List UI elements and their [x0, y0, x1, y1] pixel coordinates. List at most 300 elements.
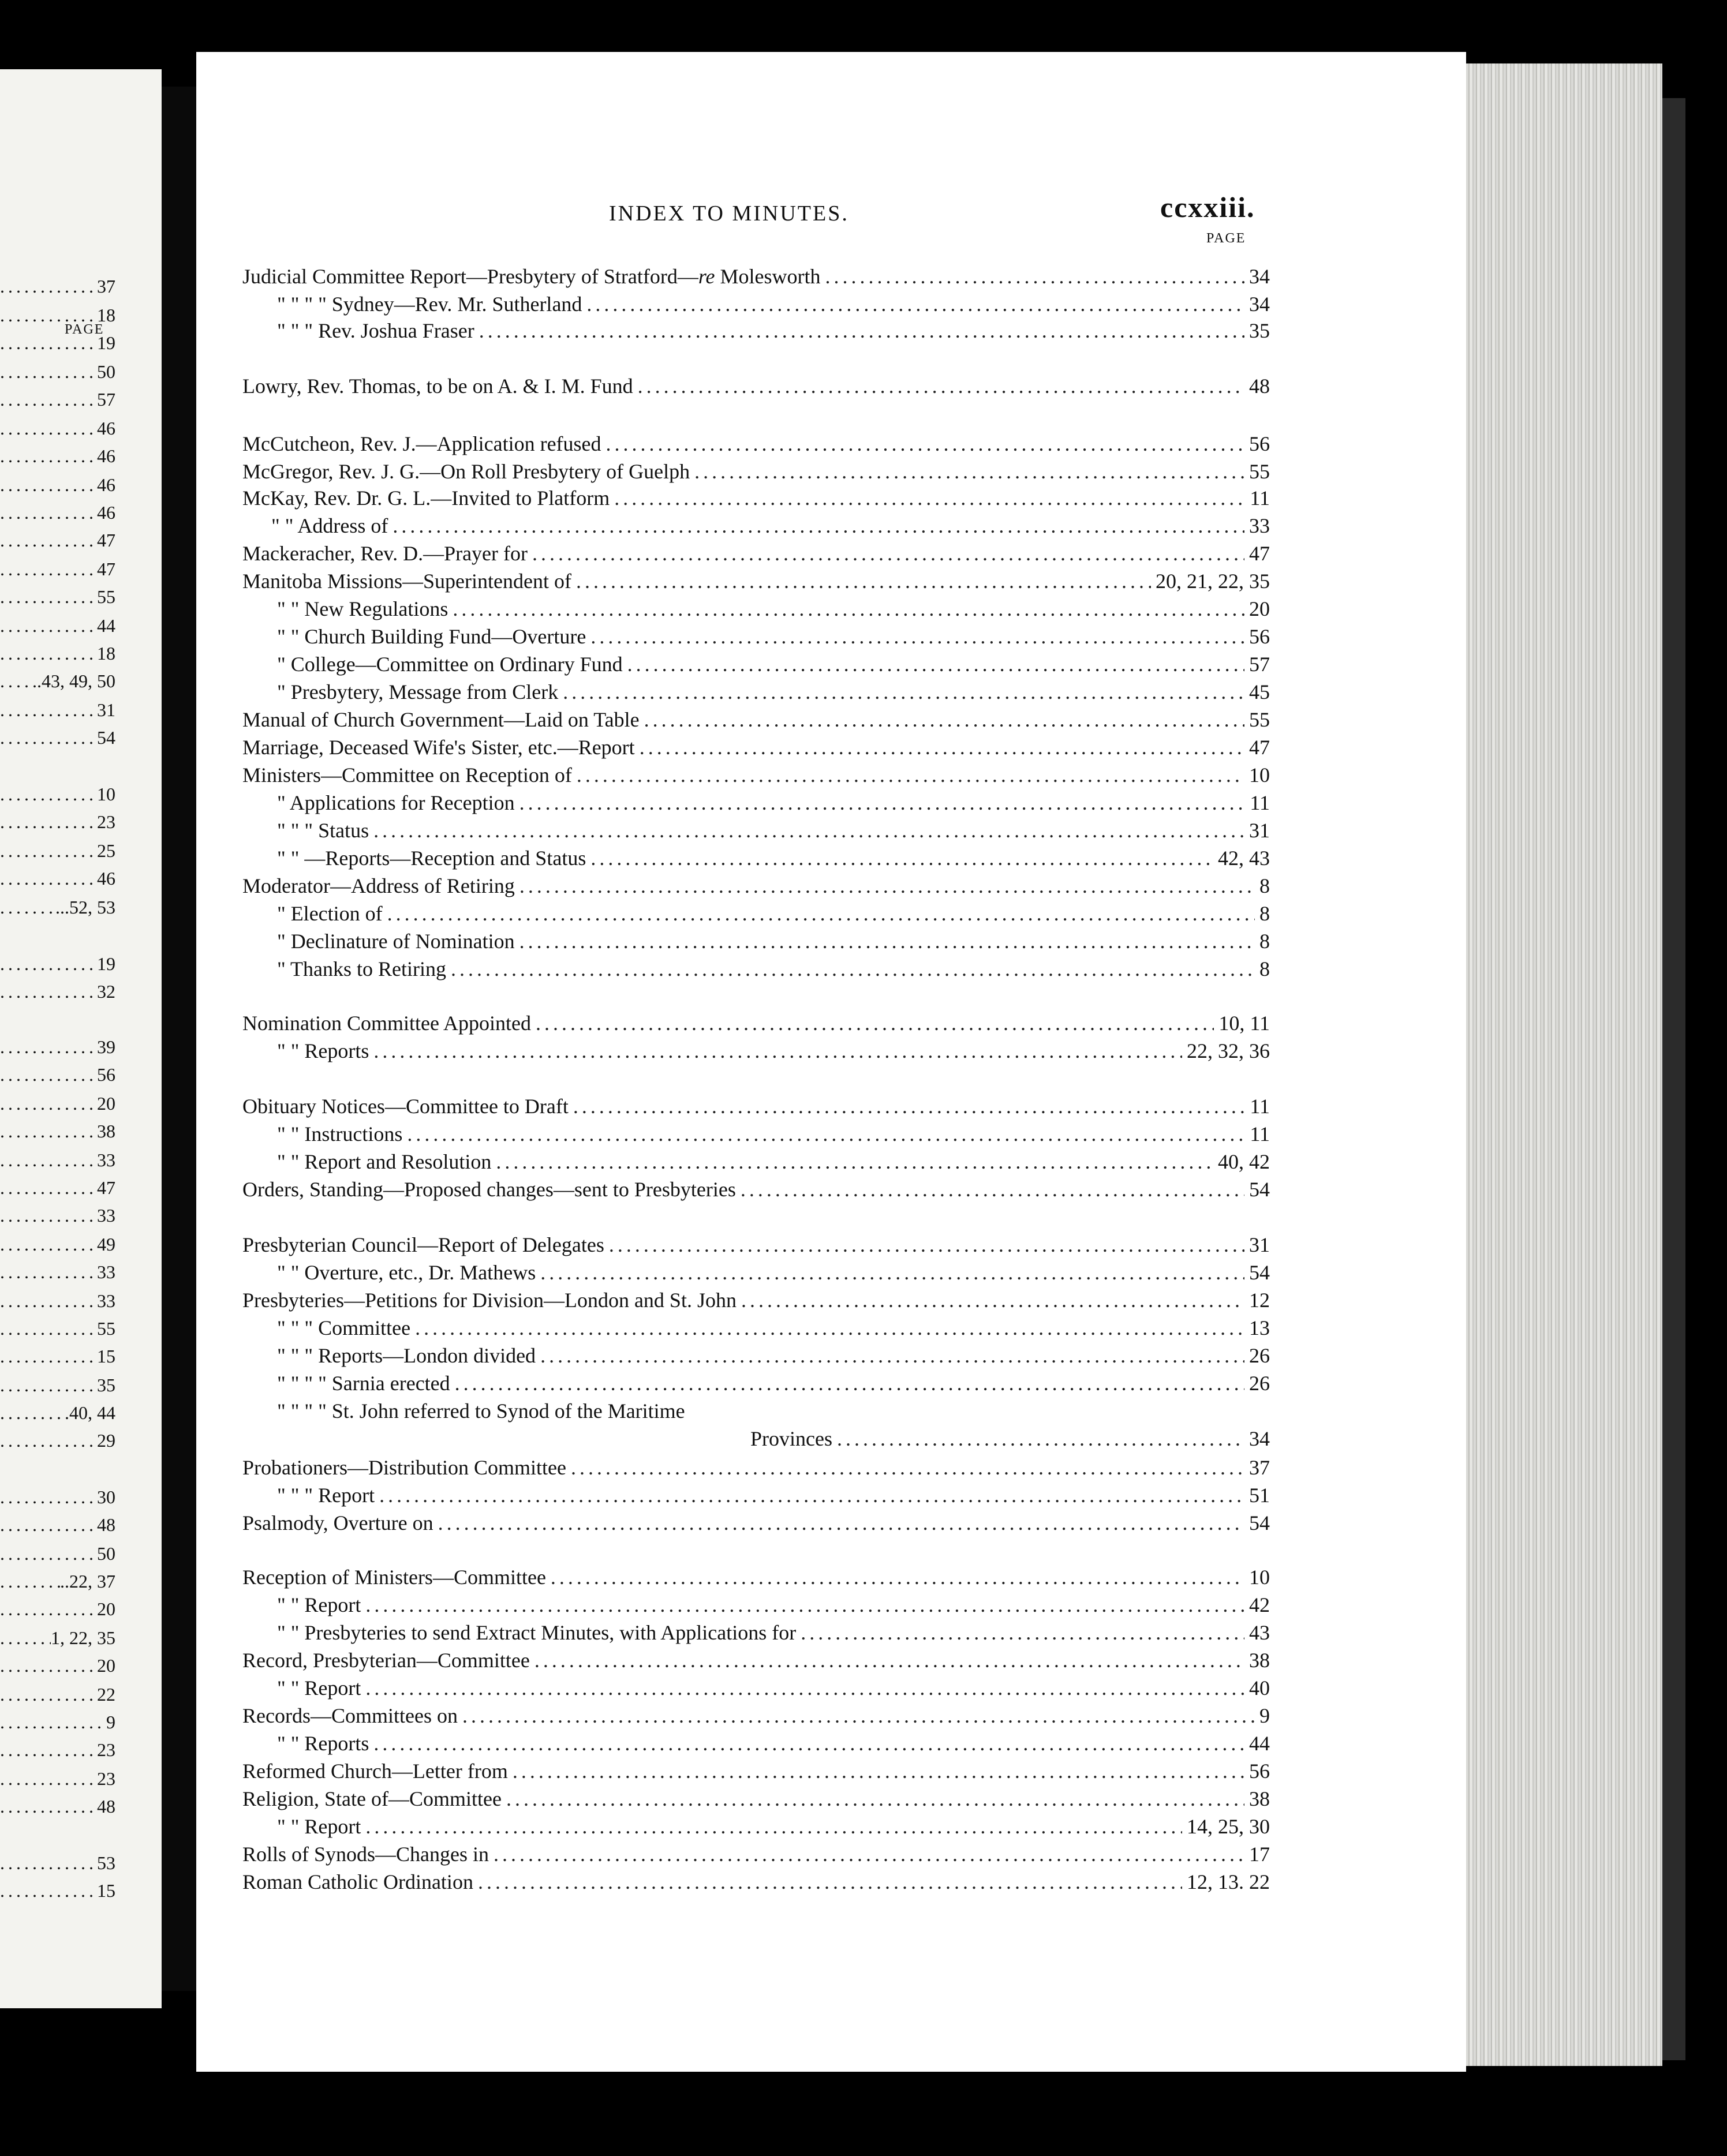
left-page-ref [0, 1346, 115, 1371]
left-page-ref [0, 1093, 115, 1118]
index-entry [277, 292, 1270, 320]
dot-leader [0, 474, 97, 496]
index-entry [242, 708, 1270, 735]
left-page-ref-number: 54 [97, 727, 115, 748]
index-entry-pages: 48 [1249, 375, 1270, 398]
index-entry-pages: 31 [1249, 819, 1270, 842]
dot-leader [0, 811, 97, 833]
index-entry-pages: 11 [1250, 1095, 1270, 1118]
index-entry [277, 1316, 1270, 1343]
index-entry-label: " " " " Sarnia erected [277, 1372, 450, 1395]
left-page-ref [0, 276, 115, 301]
left-page-ref [0, 1064, 115, 1090]
index-entry-label: " Thanks to Retiring [277, 957, 447, 980]
left-page-ref [0, 840, 115, 866]
left-page-ref-number: 46 [97, 868, 115, 889]
index-entry [277, 652, 1270, 680]
index-entry [277, 1620, 1270, 1648]
dot-leader [415, 1316, 1244, 1340]
index-entry-label: Moderator—Address of Retiring [242, 874, 515, 897]
left-page-ref [0, 1036, 115, 1062]
index-entry [242, 1842, 1270, 1870]
left-page-ref-number: 38 [97, 1121, 115, 1141]
dot-leader [365, 1676, 1244, 1700]
left-page-ref-number: 10 [97, 784, 115, 804]
index-entry [242, 1565, 1270, 1593]
index-entry-label: Records—Committees on [242, 1704, 458, 1727]
index-entry-label: Judicial Committee Report—Presbytery of Stratford—re Molesworth [242, 265, 821, 288]
index-entry [277, 624, 1270, 652]
dot-leader [392, 514, 1244, 538]
page-column-label: PAGE [1206, 231, 1246, 246]
left-page-ref-number: 22 [97, 1684, 115, 1705]
dot-leader [540, 1343, 1244, 1368]
left-page-ref-number: 25 [97, 840, 115, 861]
index-entry-label: Ministers—Committee on Reception of [242, 763, 572, 787]
index-entry [242, 735, 1270, 763]
left-page-ref [0, 418, 115, 443]
book-gutter [162, 87, 196, 1991]
index-entry-label: " " Reports [277, 1732, 369, 1755]
index-entry [242, 1704, 1270, 1731]
dot-leader [365, 1593, 1244, 1617]
index-entry-pages: 34 [1249, 293, 1270, 316]
left-page-ref [0, 446, 115, 471]
left-page-ref [0, 1712, 115, 1737]
index-entry [242, 264, 1270, 292]
index-entry-label: " " Address of [271, 514, 388, 537]
left-page-ref [0, 981, 115, 1006]
index-entry [242, 1011, 1270, 1039]
index-entry-label: McCutcheon, Rev. J.—Application refused [242, 432, 601, 455]
left-page-ref [0, 1375, 115, 1400]
index-entry [242, 1787, 1270, 1814]
dot-leader [741, 1288, 1244, 1312]
dot-leader [551, 1565, 1244, 1589]
left-page-ref [0, 1543, 115, 1569]
dot-leader [519, 874, 1255, 898]
dot-leader [506, 1787, 1244, 1811]
dot-leader [0, 727, 97, 748]
left-page-ref-number: 37 [97, 276, 115, 297]
dot-leader [837, 1427, 1244, 1451]
page-edges [1466, 63, 1662, 2066]
index-entry [242, 1455, 1270, 1483]
dot-leader [0, 840, 97, 862]
left-page-ref-number: 29 [97, 1430, 115, 1451]
dot-leader [0, 1093, 97, 1114]
index-entry-label: Record, Presbyterian—Committee [242, 1649, 530, 1672]
index-entry [277, 1122, 1270, 1150]
index-entry-label: McGregor, Rev. J. G.—On Roll Presbytery of Guelph [242, 460, 690, 483]
dot-leader [438, 1511, 1244, 1535]
left-page-ref-number: 20 [97, 1599, 115, 1619]
left-page-ref-number: .40, 44 [65, 1402, 115, 1423]
index-entry-pages: 26 [1249, 1344, 1270, 1367]
index-entry-pages: 8 [1259, 874, 1270, 897]
left-page-ref-number: 1, 22, 35 [51, 1627, 115, 1648]
dot-leader [479, 319, 1244, 343]
left-page-ref [0, 332, 115, 358]
left-page-ref-number: .43, 49, 50 [37, 671, 115, 691]
dot-leader [0, 643, 97, 664]
index-entry-label: " " New Regulations [277, 597, 448, 620]
dot-leader [614, 486, 1245, 510]
index-entry [277, 1399, 1270, 1427]
left-page-ref [0, 1852, 115, 1878]
left-page-ref-number: 15 [97, 1880, 115, 1901]
index-entry [242, 569, 1270, 597]
dot-leader [0, 981, 97, 1002]
index-entry [242, 1759, 1270, 1787]
left-page-ref-number: 46 [97, 418, 115, 439]
left-page-ref [0, 1234, 115, 1259]
index-entry [277, 1343, 1270, 1371]
left-page-ref [0, 1290, 115, 1316]
dot-leader [0, 1036, 97, 1058]
index-entry-label: Provinces [750, 1427, 832, 1450]
index-entry-pages: 34 [1249, 1427, 1270, 1450]
dot-leader [0, 1290, 97, 1312]
left-page-ref [0, 1796, 115, 1821]
dot-leader [571, 1455, 1244, 1480]
dot-leader [0, 1177, 97, 1199]
index-entry-label: " " " Status [277, 819, 369, 842]
index-entry-pages: 10, 11 [1218, 1012, 1270, 1035]
dot-leader [801, 1620, 1244, 1645]
index-entry-label: " Declinature of Nomination [277, 930, 515, 953]
left-page-ref-number: 31 [97, 699, 115, 720]
index-entry-label: " " Overture, etc., Dr. Mathews [277, 1261, 536, 1284]
index-entry-pages: 17 [1249, 1843, 1270, 1866]
index-entry [271, 514, 1270, 541]
left-page-ref-number: 44 [97, 615, 115, 636]
index-entry-label: Probationers—Distribution Committee [242, 1456, 566, 1479]
dot-leader [563, 680, 1244, 704]
left-page-ref-number: 46 [97, 502, 115, 523]
dot-leader [379, 1483, 1244, 1507]
index-entry-pages: 57 [1249, 653, 1270, 676]
index-entry [277, 319, 1270, 346]
dot-leader [644, 708, 1244, 732]
left-page-ref-number: 55 [97, 1318, 115, 1339]
dot-leader [494, 1842, 1244, 1866]
dot-leader [0, 1880, 97, 1902]
index-entry-label: " " " " St. John referred to Synod of the Maritime [277, 1399, 685, 1423]
index-entry-label: Roman Catholic Ordination [242, 1870, 473, 1893]
dot-leader [0, 1318, 97, 1339]
dot-leader [0, 1712, 106, 1733]
dot-leader [0, 953, 97, 975]
index-entry-pages: 8 [1259, 930, 1270, 953]
index-entry [242, 1233, 1270, 1260]
dot-leader [825, 264, 1244, 289]
left-page-ref [0, 474, 115, 500]
index-entry-label: " " " Reports—London divided [277, 1344, 536, 1367]
index-entry-pages: 26 [1249, 1372, 1270, 1395]
left-page-ref-number: 9 [106, 1712, 115, 1732]
dot-leader [373, 818, 1244, 843]
index-entry [277, 1150, 1270, 1177]
left-page-ref [0, 727, 115, 753]
dot-leader [0, 699, 97, 721]
index-entry-pages: 12 [1249, 1289, 1270, 1312]
index-entry-pages: 12, 13. 22 [1187, 1870, 1270, 1893]
index-entry-pages: 8 [1259, 902, 1270, 925]
left-page-ref-number: 35 [97, 1375, 115, 1395]
index-entry [277, 791, 1270, 818]
dot-leader [0, 1375, 97, 1396]
index-entry-label: Presbyteries—Petitions for Division—London and St. John [242, 1289, 737, 1312]
left-page-ref-number: 18 [97, 643, 115, 664]
index-entry-pages: 35 [1249, 319, 1270, 342]
index-entry-pages: 20 [1249, 597, 1270, 620]
dot-leader [741, 1177, 1244, 1201]
index-entry-pages: 42, 43 [1218, 847, 1270, 870]
index-entry [277, 1676, 1270, 1704]
index-entry-label: Manual of Church Government—Laid on Table [242, 708, 640, 731]
index-entry-label: " " Reports [277, 1039, 369, 1062]
index-entry-label: Marriage, Deceased Wife's Sister, etc.—Report [242, 736, 635, 759]
dot-leader [0, 530, 97, 551]
dot-leader [365, 1814, 1182, 1839]
index-entry [242, 1288, 1270, 1316]
page-title: INDEX TO MINUTES. [609, 201, 849, 226]
left-page-ref [0, 953, 115, 979]
dot-leader [532, 541, 1244, 566]
index-entry-label: Nomination Committee Appointed [242, 1012, 531, 1035]
index-entry [242, 763, 1270, 791]
left-page-ref-number: 19 [97, 332, 115, 353]
dot-leader [0, 868, 97, 889]
index-entry [242, 1648, 1270, 1676]
index-entry-label: Presbyterian Council—Report of Delegates [242, 1233, 604, 1256]
index-entry-label: Reception of Ministers—Committee [242, 1566, 546, 1589]
index-entry-label: McKay, Rev. Dr. G. L.—Invited to Platform [242, 486, 610, 510]
dot-leader [0, 1205, 97, 1226]
dot-leader [694, 459, 1244, 484]
left-page-ref [0, 1262, 115, 1287]
dot-leader [453, 597, 1244, 621]
left-page-ref [0, 586, 115, 612]
dot-leader [0, 502, 97, 523]
index-entry-pages: 22, 32, 36 [1187, 1039, 1270, 1062]
left-page-ref-number: 49 [97, 1234, 115, 1255]
dot-leader [0, 1262, 97, 1283]
index-entry-label: Manitoba Missions—Superintendent of [242, 570, 571, 593]
left-page-ref [0, 1571, 115, 1596]
index-entry-pages: 54 [1249, 1261, 1270, 1284]
dot-leader [0, 1627, 51, 1649]
index-entry-label: " " Presbyteries to send Extract Minutes, with Applications for [277, 1621, 797, 1644]
left-page-ref [0, 389, 115, 414]
left-page-ref-number: 23 [97, 1768, 115, 1789]
left-page-ref [0, 1318, 115, 1343]
left-page-ref-number: 23 [97, 1739, 115, 1760]
index-entry-pages: 38 [1249, 1649, 1270, 1672]
dot-leader [387, 901, 1255, 926]
dot-leader [590, 846, 1213, 870]
left-page-ref-number: 46 [97, 474, 115, 495]
index-entry-label: " " " " Sydney—Rev. Mr. Sutherland [277, 293, 582, 316]
index-entry-label: " " Church Building Fund—Overture [277, 625, 586, 648]
dot-leader [0, 1430, 97, 1451]
index-entry-pages: 11 [1250, 791, 1270, 814]
dot-leader [534, 1648, 1244, 1672]
left-page-ref [0, 1655, 115, 1680]
index-entry [277, 957, 1270, 985]
left-page-ref-number: 46 [97, 446, 115, 466]
dot-leader [627, 652, 1244, 676]
left-page-ref [0, 1739, 115, 1765]
index-entry-pages: 47 [1249, 542, 1270, 565]
dot-leader [0, 1234, 97, 1255]
index-entry [277, 1731, 1270, 1759]
index-entry-pages: 20, 21, 22, 35 [1156, 570, 1270, 593]
index-entry-label: " Applications for Reception [277, 791, 515, 814]
index-entry [242, 486, 1270, 514]
index-entry [242, 1511, 1270, 1539]
dot-leader [586, 292, 1244, 316]
index-entry-pages: 55 [1249, 460, 1270, 483]
dot-leader [0, 332, 97, 354]
index-entry-label: " " " Report [277, 1484, 375, 1507]
left-page-ref [0, 699, 115, 725]
dot-leader [451, 957, 1255, 981]
left-page-ref-number: 33 [97, 1290, 115, 1311]
index-entry [277, 1593, 1270, 1620]
index-entry-pages: 11 [1250, 486, 1270, 510]
left-page-ref-number: 47 [97, 559, 115, 579]
index-entry [277, 680, 1270, 708]
left-page-ref-number: 48 [97, 1796, 115, 1817]
dot-leader [0, 389, 97, 410]
index-entry-label: " " Report and Resolution [277, 1150, 492, 1173]
index-entry [242, 541, 1270, 569]
dot-leader [373, 1039, 1182, 1063]
index-entry-pages: 10 [1249, 763, 1270, 787]
dot-leader [513, 1759, 1244, 1783]
left-page-ref [0, 502, 115, 527]
index-entry-pages: 13 [1249, 1316, 1270, 1339]
left-page-ref-number: 30 [97, 1487, 115, 1507]
index-entry-pages: 56 [1249, 625, 1270, 648]
dot-leader [0, 1346, 97, 1367]
index-entry [277, 1483, 1270, 1511]
left-page-ref [0, 1121, 115, 1146]
left-page-ref [0, 615, 115, 641]
dot-leader [0, 418, 97, 439]
left-page-ref-number: ...52, 53 [55, 897, 115, 918]
dot-leader [540, 1260, 1244, 1285]
index-entry-pages: 37 [1249, 1456, 1270, 1479]
index-entry-pages: 56 [1249, 432, 1270, 455]
index-entry-pages: 14, 25, 30 [1187, 1815, 1270, 1838]
dot-leader [0, 361, 97, 383]
index-entry-pages: 54 [1249, 1511, 1270, 1534]
index-entry-label: Lowry, Rev. Thomas, to be on A. & I. M. Fund [242, 375, 633, 398]
index-entry [242, 1177, 1270, 1205]
left-page-ref-number: 53 [97, 1852, 115, 1873]
dot-leader [0, 1796, 97, 1817]
index-entry-pages: 11 [1250, 1122, 1270, 1146]
dot-leader [0, 559, 97, 580]
dot-leader [0, 1514, 97, 1536]
index-entry [242, 1870, 1270, 1897]
left-page-ref [0, 559, 115, 584]
index-entry-pages: 9 [1259, 1704, 1270, 1727]
index-entry-label: " " " Committee [277, 1316, 411, 1339]
index-entry-pages: 10 [1249, 1566, 1270, 1589]
index-entry [242, 459, 1270, 487]
index-entry [277, 1371, 1270, 1399]
dot-leader [577, 763, 1244, 787]
dot-leader [0, 1684, 97, 1705]
left-page-ref-number: 33 [97, 1262, 115, 1282]
index-entry-pages: 43 [1249, 1621, 1270, 1644]
left-page [0, 69, 162, 2008]
left-page-ref [0, 868, 115, 893]
index-entry-label: " " " Rev. Joshua Fraser [277, 319, 474, 342]
left-page-ref-number: ..22, 37 [60, 1571, 115, 1592]
dot-leader [0, 1739, 97, 1761]
dot-leader [576, 569, 1151, 593]
index-entry [277, 846, 1270, 874]
index-entry-label: Mackeracher, Rev. D.—Prayer for [242, 542, 528, 565]
index-entry-pages: 44 [1249, 1732, 1270, 1755]
left-page-ref-number: 18 [97, 305, 115, 325]
left-page-ref [0, 1514, 115, 1540]
index-entry-label: Religion, State of—Committee [242, 1787, 502, 1810]
left-page-ref-number: 20 [97, 1093, 115, 1114]
dot-leader [573, 1094, 1245, 1118]
left-page-ref [0, 1627, 115, 1653]
dot-leader [0, 1543, 97, 1564]
left-page-ref-number: 57 [97, 389, 115, 410]
dot-leader [519, 929, 1255, 953]
left-page-ref-number: 23 [97, 811, 115, 832]
left-page-ref [0, 1430, 115, 1455]
index-entry-pages: 40 [1249, 1676, 1270, 1700]
left-page-ref-number: 32 [97, 981, 115, 1002]
index-entry-label: " College—Committee on Ordinary Fund [277, 653, 623, 676]
index-entry-label: " Presbytery, Message from Clerk [277, 680, 559, 703]
index-entry-label: " " Report [277, 1815, 361, 1838]
index-entry-pages: 56 [1249, 1760, 1270, 1783]
left-page-ref [0, 643, 115, 668]
index-entry [242, 432, 1270, 459]
index-entry-pages: 33 [1249, 514, 1270, 537]
left-page-ref [0, 811, 115, 837]
index-entry-label: Obituary Notices—Committee to Draft [242, 1095, 569, 1118]
index-entry [242, 374, 1270, 402]
left-page-ref [0, 1599, 115, 1624]
dot-leader [0, 586, 97, 608]
index-entry-label: Rolls of Synods—Changes in [242, 1843, 489, 1866]
index-entry-pages: 8 [1259, 957, 1270, 980]
dot-leader [0, 305, 97, 326]
dot-leader [606, 432, 1244, 456]
index-entry-label: " " Report [277, 1676, 361, 1700]
dot-leader [0, 615, 97, 637]
index-entry-pages: 45 [1249, 680, 1270, 703]
left-page-ref-number: 19 [97, 953, 115, 974]
dot-leader [0, 784, 97, 805]
dot-leader [462, 1704, 1255, 1728]
dot-leader [638, 374, 1244, 398]
index-entry [242, 874, 1270, 901]
dot-leader [519, 791, 1246, 815]
